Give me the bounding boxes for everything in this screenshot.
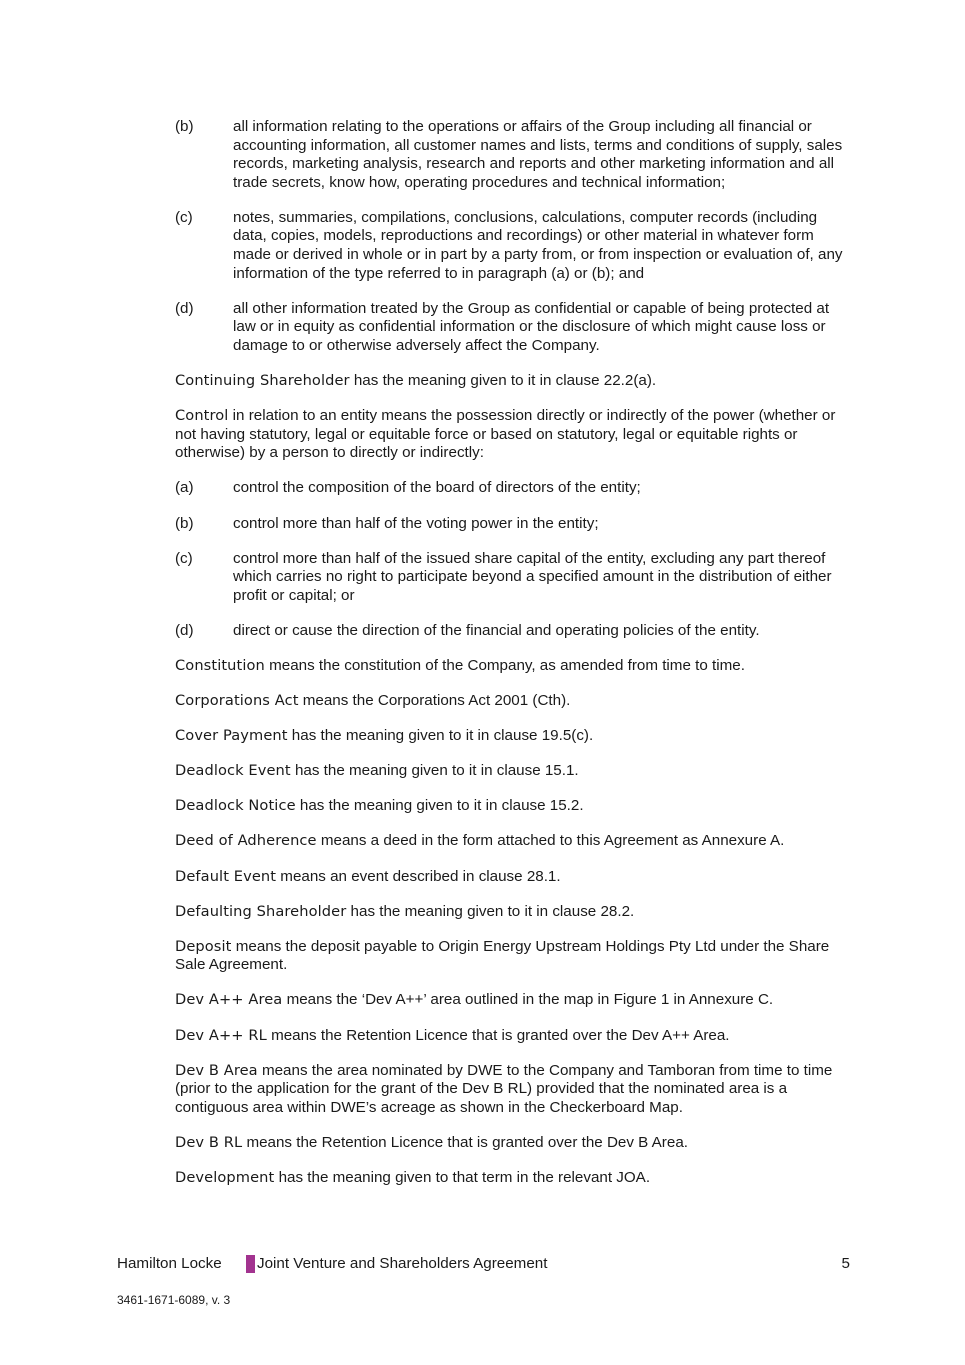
footer-accent-bar: [246, 1255, 255, 1273]
defined-term: Default Event: [175, 867, 277, 885]
list-item-label: (b): [175, 514, 194, 532]
defined-term: Control: [175, 407, 229, 425]
definition-text: means the deposit payable to Origin Energy Upstream Holdings Pty Ltd under the Share Sale Agreement.: [175, 937, 830, 974]
defined-term: Dev B RL: [175, 1133, 243, 1151]
definition: [175, 938, 845, 975]
definition: [175, 991, 845, 1010]
defined-term: Dev A++ Area: [175, 991, 283, 1009]
definition: [175, 868, 845, 887]
defined-term: Continuing Shareholder: [175, 372, 350, 390]
defined-term: Deposit: [175, 937, 232, 955]
list-item: [175, 515, 845, 534]
definition-text: has the meaning given to it in clause 28.2.: [346, 902, 635, 920]
definition-text: has the meaning given to it in clause 19.5(c).: [287, 727, 594, 745]
definition-text: has the meaning given to that term in the relevant JOA.: [274, 1168, 651, 1186]
definition-text: means a deed in the form attached to this Agreement as Annexure A.: [316, 832, 785, 850]
definition: [175, 762, 845, 781]
defined-term: Deed of Adherence: [175, 832, 317, 850]
list-item-text: all other information treated by the Group as confidential or capable of being protected at law or in equity as confidential information or the disclosure of which might cause loss or damage to or otherwise adversely affect the Company.: [233, 299, 830, 354]
definition: [175, 692, 845, 711]
list-item: [175, 550, 845, 606]
definition-text: means the constitution of the Company, as amended from time to time.: [264, 656, 745, 674]
definition: [175, 727, 845, 746]
definition: [175, 903, 845, 922]
definition: [175, 1062, 845, 1118]
list-item-label: (c): [175, 208, 193, 226]
list-item-text: control the composition of the board of directors of the entity;: [233, 479, 641, 497]
definition: [175, 1134, 845, 1153]
defined-term: Constitution: [175, 656, 265, 674]
definition: [175, 797, 845, 816]
list-item-label: (d): [175, 299, 194, 317]
definition-text: in relation to an entity means the possession directly or indirectly of the power (whether or not having statutory, legal or equitable force or based on statutory, legal or equitable rights or otherwise) by a person to directly or indirectly:: [175, 407, 836, 462]
list-item: [175, 622, 845, 641]
document-body: [175, 118, 845, 1204]
defined-term: Deadlock Notice: [175, 797, 296, 815]
definition-text: has the meaning given to it in clause 22.2(a).: [349, 372, 657, 390]
definition: [175, 832, 845, 851]
definition-text: means the Corporations Act 2001 (Cth).: [298, 692, 571, 710]
list-item: [175, 209, 845, 283]
defined-term: Corporations Act: [175, 692, 299, 710]
definition-continuing-shareholder: [175, 372, 845, 391]
definition-text: means the Retention Licence that is granted over the Dev B Area.: [242, 1133, 688, 1151]
list-item-label: (c): [175, 549, 193, 567]
list-item-label: (a): [175, 479, 194, 497]
list-item-text: control more than half of the issued share capital of the entity, excluding any part thereof which carries no right to participate beyond a specified amount in the distribution of either profit or capital; or: [233, 549, 832, 604]
definition: [175, 657, 845, 676]
document-id: 3461-1671-6089, v. 3: [117, 1293, 231, 1307]
defined-term: Dev A++ RL: [175, 1026, 267, 1044]
footer-document-title: Joint Venture and Shareholders Agreement: [257, 1255, 548, 1272]
list-item-text: all information relating to the operations or affairs of the Group including all financial or accounting information, all customer names and lists, terms and conditions of supply, sales records, marketing analysis, research and reports and other marketing information and all trade secrets, know how, operating procedures and technical information;: [233, 118, 843, 191]
list-item-text: control more than half of the voting power in the entity;: [233, 514, 599, 532]
list-item: [175, 118, 845, 192]
defined-term: Development: [175, 1168, 275, 1186]
definition-text: means the Retention Licence that is granted over the Dev A++ Area.: [266, 1026, 730, 1044]
definition-text: means an event described in clause 28.1.: [276, 867, 561, 885]
definition-text: has the meaning given to it in clause 15.1.: [290, 762, 579, 780]
defined-term: Dev B Area: [175, 1061, 258, 1079]
definition-text: has the meaning given to it in clause 15.2.: [295, 797, 584, 815]
defined-term: Deadlock Event: [175, 762, 291, 780]
page-number: 5: [841, 1255, 850, 1272]
list-item-label: (b): [175, 118, 194, 135]
footer-firm-name: Hamilton Locke: [117, 1255, 222, 1272]
list-item-text: direct or cause the direction of the financial and operating policies of the entity.: [233, 621, 760, 639]
list-item-label: (d): [175, 621, 194, 639]
definition-text: means the ‘Dev A++’ area outlined in the map in Figure 1 in Annexure C.: [282, 991, 774, 1009]
definition: [175, 1027, 845, 1046]
defined-term: Cover Payment: [175, 727, 288, 745]
list-item-text: notes, summaries, compilations, conclusions, calculations, computer records (including data, copies, models, reproductions and recordings) or other material in whatever form made or derived in whole or in part by a party from, or from inspection or evaluation of, any information of the type referred to in paragraph (a) or (b); and: [233, 208, 843, 282]
list-item: [175, 479, 845, 498]
definition-control: [175, 407, 845, 463]
list-item: [175, 300, 845, 356]
definition-text: means the area nominated by DWE to the Company and Tamboran from time to time (prior to the application for the grant of the Dev B RL) provided that the nominated area is a contiguous area within DWE’s acreage as shown in the Checkerboard Map.: [175, 1061, 833, 1116]
defined-term: Defaulting Shareholder: [175, 902, 347, 920]
definition: [175, 1169, 845, 1188]
